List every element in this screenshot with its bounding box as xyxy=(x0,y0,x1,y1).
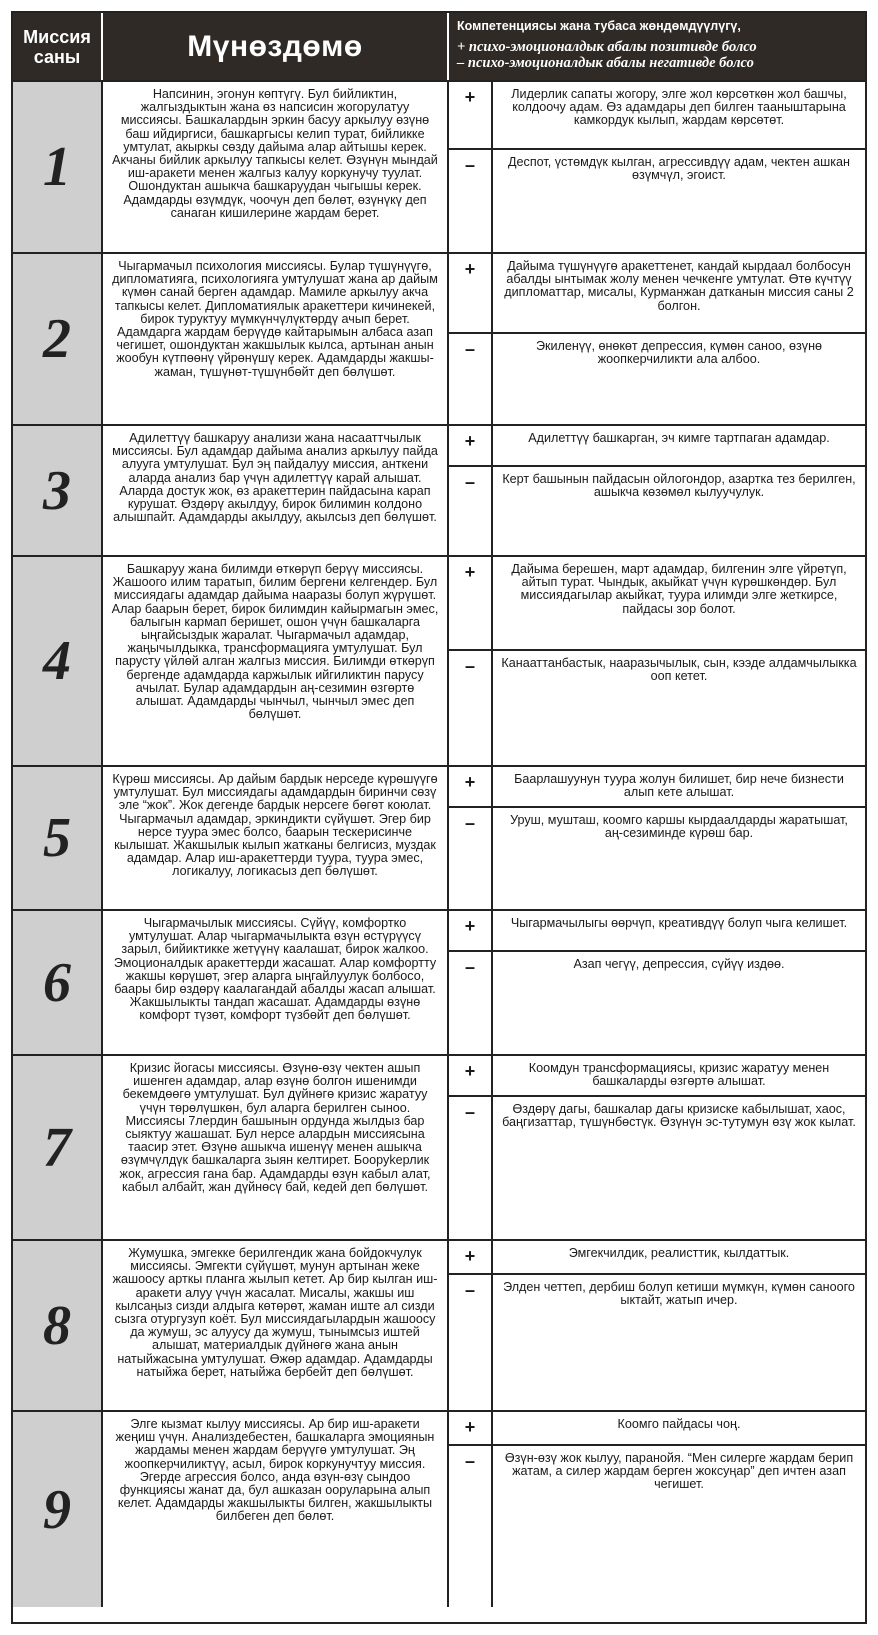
mission-number: 2 xyxy=(13,254,103,424)
competence-positive xyxy=(449,82,865,148)
negative-text: Деспот, үстөмдүк кылган, агрессивдүү адам, чектен ашкан өзүмчүл, эгоист. xyxy=(508,155,850,183)
competence-negative xyxy=(449,1095,865,1239)
mission-row-6 xyxy=(13,909,865,1054)
mission-competence xyxy=(449,1056,865,1239)
mission-table xyxy=(11,11,867,1624)
mission-number: 9 xyxy=(13,1412,103,1607)
competence-negative xyxy=(449,1444,865,1607)
minus-sign: – xyxy=(449,808,493,909)
header-competence xyxy=(449,13,865,80)
positive-text: Дайыма берешен, март адамдар, билгенин элге үйрөтүп, айтып турат. Чындык, акыйкат үчүн күрөшкөндөр. Бул миссиядагылар акыйкат, туура илимди элге жеткирсе, пайдасы зор болот. xyxy=(511,562,847,616)
mission-competence xyxy=(449,1241,865,1410)
header-legend-minus: – психо-эмоционалдык абалы негативде болсо xyxy=(457,55,754,71)
competence-negative xyxy=(449,806,865,909)
header-legend-plus: + психо-эмоционалдык абалы позитивде болсо xyxy=(457,39,757,55)
mission-row-1 xyxy=(13,80,865,252)
mission-description: Чыгармачыл психология миссиясы. Булар түшүнүүгө, дипломатияга, психологияга умтулушат жана ар дайым күмөн санай берген адамдар. Мамиле аркылуу акча тапкысы келет. Дипломатиялык аракеттери кичинекей, бирок туруктуу мүмкүнчүлүктөрдү ачып берет. Адамдарга жардам берүүдө кайтарымын албаса азап чегишет, ошондуктан жакшылык кылса, артынан анын жообун күтпөөнү үйрөнүшү керек. Адамдарды жакшы-жаман, түшүнөт-түшүнбөйт деп бөлүшөт. xyxy=(103,254,449,424)
header-description: Мүнөздөмө xyxy=(103,13,449,80)
minus-sign: – xyxy=(449,1097,493,1239)
minus-sign: – xyxy=(449,1275,493,1410)
positive-text: Чыгармачылыгы өөрчүп, креативдүү болуп чыга келишет. xyxy=(510,916,848,930)
competence-negative xyxy=(449,950,865,1054)
negative-text: Элден четтеп, дербиш болуп кетиши мүмкүн, күмөн саноого ыктайт, жатып ичер. xyxy=(503,1280,855,1308)
negative-text: Азап чегүү, депрессия, сүйүү издөө. xyxy=(573,957,785,971)
mission-description: Элге кызмат кылуу миссиясы. Ар бир иш-аракети жеңиш үчүн. Анализдебестен, башкаларга эмоциянын жардамы менен жардам берүүгө умтулушат. Эң жоопкерчиликтүү, асыл, бирок коркунучтуу миссия. Эгерде агрессия болсо, анда өзүн-өзү сындоо функциясы жанат да, бул ашказан ооруларына алып келет. Адамдарды жакшылыкты билген, жакшылыкты билбеген деп бөлөт. xyxy=(103,1412,449,1607)
negative-text: Канааттанбастык, нааразычылык, сын, кээде алдамчылыкка ооп кетет. xyxy=(501,656,857,684)
minus-sign: – xyxy=(449,651,493,765)
mission-competence xyxy=(449,254,865,424)
mission-description: Жумушка, эмгекке берилгендик жана бойдокчулук миссиясы. Эмгекти сүйүшөт, мунун артынан жеке жашоосу арткы планга жылып кетет. Ар бир кылган иш-аракети алуу үчүн жасалат. Мисалы, жакшы иш кылсаңыз сизди алдыга көтөрөт, жаман иште ал сизди сызга отургузуп коёт. Бул миссиядагылардын жашоосу да жумуш, эс алуусу да жумуш, тынымсыз иштей алышат, материалдык дүйнөгө жана анын натыйжасына умтулушат. Өжөр адамдар. Адамдарды натыйжа берет, натыйжа бербейт деп бөлүшөт. xyxy=(103,1241,449,1410)
plus-sign: + xyxy=(449,1241,493,1273)
mission-description: Чыгармачылык миссиясы. Сүйүү, комфортко умтулушат. Алар чыгармачылыкта өзүн өстүрүүсү зарыл, бийиктикке жетүүнү каалашат, бирок жалкоо. Эмоционалдык аракеттерди жасашат. Алар комфортту жакшы көрүшөт, эгер аларга ыңгайлуулук болбосо, баары бир өздөрү каалагандай абалды жасап алышат. Жакшылыкты тандап жасашат. Адамдарды өзүнө комфорт түзөт, комфорт түзбөйт деп бөлүшөт. xyxy=(103,911,449,1054)
mission-description: Кризис йогасы миссиясы. Өзүнө-өзү чектен ашып ишенген адамдар, алар өзүнө болгон ишенимди бекемдөөгө умтулушат. Бул дүйнөгө кризис жаратуу үчүн төрөлүшкөн, бул аларга берилген сыноо. Миссиясы 7лердин башынын ордунда жылдыз бар сыяктуу жашашат. Бул нерсе алардын миссиясына таасир этет. Өзүнө ашыкча ишенүү менен ашыкча өзүмчүлдүк башкаларга зыян келтирет. Бооруkерлик жок, агрессия гана бар. Адамдарды өзүн кабыл алат, кабыл албайт, жан дүйнөсү бай, кедей деп бөлүшөт. xyxy=(103,1056,449,1239)
mission-number: 7 xyxy=(13,1056,103,1239)
positive-text: Адилеттүү башкарган, эч кимге тартпаган адамдар. xyxy=(528,431,830,445)
mission-description: Күрөш миссиясы. Ар дайым бардык нерседе күрөшүүгө умтулушат. Бул миссиядагы адамдардын биринчи сөзү эле “жок”. Жок дегенде бардык нерсегe бөгөт коюлат. Чыгармачыл адамдар, эркиндикти сүйүшөт. Эгер бир нерсе туура эмес болсо, баарын тескерисинче кылышат. Жакшылык кылып жатканы белгисиз, муздак адамдар. Алар иш-аракеттерди туура, туура эмес, логикалуу, логикасыз деп бөлүшөт. xyxy=(103,767,449,909)
competence-negative xyxy=(449,332,865,424)
mission-row-4 xyxy=(13,555,865,765)
competence-positive xyxy=(449,254,865,332)
mission-row-9 xyxy=(13,1410,865,1607)
mission-number: 5 xyxy=(13,767,103,909)
minus-sign: – xyxy=(449,150,493,252)
competence-positive xyxy=(449,426,865,465)
positive-text: Баарлашуунун туура жолун билишет, бир нече бизнести алып кете алышат. xyxy=(514,772,844,800)
competence-positive xyxy=(449,1412,865,1444)
plus-sign: + xyxy=(449,557,493,649)
competence-positive xyxy=(449,1241,865,1273)
mission-row-8 xyxy=(13,1239,865,1410)
competence-negative xyxy=(449,148,865,252)
competence-positive xyxy=(449,767,865,806)
mission-row-2 xyxy=(13,252,865,424)
mission-number: 4 xyxy=(13,557,103,765)
positive-text: Коомдун трансформациясы, кризис жаратуу менен башкаларды өзгөртө алышат. xyxy=(528,1061,830,1089)
mission-description: Напсинин, эгонун көптүгү. Бул бийликтин, жалгыздыктын жана өз напсисин жогорулатуу миссиясы. Башкалардын эркин басуу аркылуу өзүнө баш ийдиргиси, башкаргысы келип турат, бийликке умтулат, акыркы сөзду дайыма алар айтышы керек. Акчаны бийлик аркылуу тапкысы келет. Өзүнүн мындай иш-аракети менен жалгыз калуу коркунучу туулат. Ошондуктан ашыкча башкаруудан чыгышы керек. Адамдарды өзүмдүк, чоочун деп бөлөт, өзүнүкү деп санаган кишилерине жардам берет. xyxy=(103,82,449,252)
mission-competence xyxy=(449,557,865,765)
header-mission-number: Миссия саны xyxy=(13,13,103,80)
mission-description: Башкаруу жана билимди өткөрүп берүү миссиясы. Жашоого илим таратып, билим бергени келгендер. Бул миссиядагы адамдар дайыма нааразы болуп жүрүшөт. Алар баарын берет, бирок билимдин кайырмагын эмес, балыгын кармап беришет, ошон үчүн башкаларга ыңгайсыздык жаралат. Чыгармачыл адамдар, жаңычылдыкка, трансформацияга умтулушат. Бул парусту үйлөй алган жалгыз миссия. Билимди өткөрүп бергенде адамдарда каржылык ийгиликтин парусу ачылат. Булар адамдардын аң-сезимин өзгөртө алышат. Адамдарды чынчыл, чынчыл эмес деп бөлүшөт. xyxy=(103,557,449,765)
plus-sign: + xyxy=(449,426,493,465)
plus-sign: + xyxy=(449,767,493,806)
mission-number: 3 xyxy=(13,426,103,555)
positive-text: Эмгекчилдик, реалисттик, кылдаттык. xyxy=(568,1246,790,1260)
minus-sign: – xyxy=(449,467,493,555)
negative-text: Өзүн-өзү жок кылуу, паранойя. “Мен силерге жардам берип жатам, а силер жардам берген жоксуңар” деп ичтен азап чегишет. xyxy=(504,1451,854,1492)
plus-sign: + xyxy=(449,254,493,332)
mission-number: 6 xyxy=(13,911,103,1054)
negative-text: Экиленүү, өнөкөт депрессия, күмөн саноо, өзүнө жоопкерчиликти ала албоо. xyxy=(535,339,823,367)
minus-sign: – xyxy=(449,1446,493,1607)
minus-sign: – xyxy=(449,334,493,424)
mission-competence xyxy=(449,82,865,252)
minus-sign: – xyxy=(449,952,493,1054)
plus-sign: + xyxy=(449,911,493,950)
mission-competence xyxy=(449,767,865,909)
negative-text: Уруш, мушташ, коомго каршы кырдаалдарды жаратышат, аң-сезиминде күрөш бар. xyxy=(510,813,848,841)
competence-negative xyxy=(449,1273,865,1410)
mission-number: 1 xyxy=(13,82,103,252)
positive-text: Лидерлик сапаты жогору, элге жол көрсөткөн жол башчы, колдоочу адам. Өз адамдары деп билген тааныштарына камкордук кылып, жардам көрсөтөт. xyxy=(511,87,847,128)
competence-positive xyxy=(449,557,865,649)
negative-text: Керт башынын пайдасын ойлогондор, азартка тез берилген, ашыкча көзөмөл кылуучулук. xyxy=(502,472,856,500)
mission-competence xyxy=(449,1412,865,1607)
header-competence-title: Компетенциясы жана тубаса жөндөмдүүлүгү, xyxy=(457,19,741,33)
mission-competence xyxy=(449,426,865,555)
mission-row-5 xyxy=(13,765,865,909)
mission-description: Адилеттүү башкаруу анализи жана насааттчылык миссиясы. Бул адамдар дайыма анализ аркылуу пайда алууга умтулушат. Бул эң пайдалуу миссия, анткени аларда анализ бар үчүн адилеттүү карай алышат. Аларда достук жок, өз аракеттерин пайдасына карап курушат. Өздөрү акылдуу, бирок билимин колдоно алышпайт. Адамдарды акылдуу, акылсыз деп бөлүшөт. xyxy=(103,426,449,555)
table-header xyxy=(13,13,865,80)
positive-text: Коомго пайдасы чоң. xyxy=(617,1417,741,1431)
mission-row-3 xyxy=(13,424,865,555)
competence-positive xyxy=(449,911,865,950)
mission-number: 8 xyxy=(13,1241,103,1410)
plus-sign: + xyxy=(449,1056,493,1095)
mission-competence xyxy=(449,911,865,1054)
negative-text: Өздөрү дагы, башкалар дагы кризиске кабылышат, хаос, баңгизаттар, түшүнбөстүк. Өзүнүн эс-тутумун өзү жок кылат. xyxy=(502,1102,856,1130)
competence-positive xyxy=(449,1056,865,1095)
plus-sign: + xyxy=(449,82,493,148)
positive-text: Дайыма түшүнүүгө аракеттенет, кандай кырдаал болбосун абалды ынтымак жолу менен чечкенге умтулат. Өтө күчтүү дипломаттар, мисалы, Курманжан датканын миссия саны 2 болгон. xyxy=(504,259,854,313)
plus-sign: + xyxy=(449,1412,493,1444)
competence-negative xyxy=(449,465,865,555)
mission-row-7 xyxy=(13,1054,865,1239)
competence-negative xyxy=(449,649,865,765)
